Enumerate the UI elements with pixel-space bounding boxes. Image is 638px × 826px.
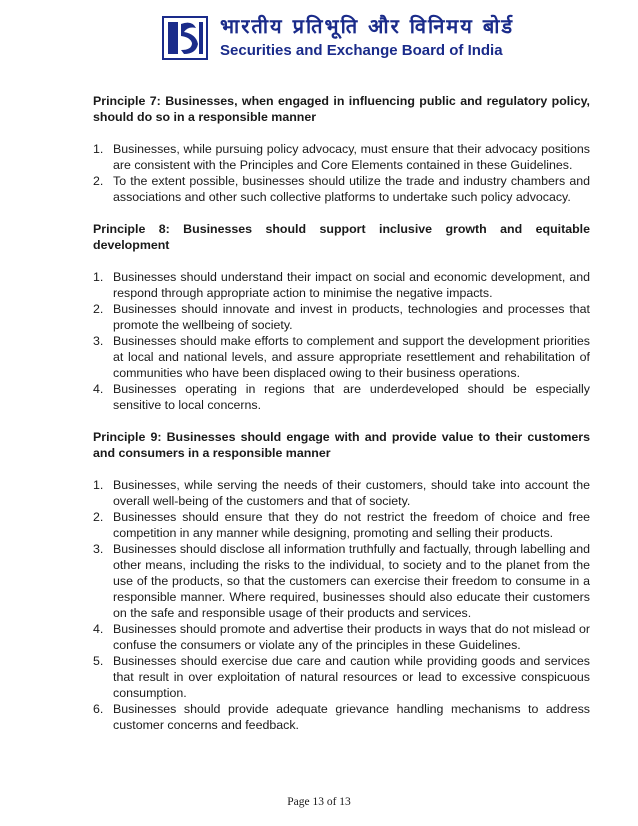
principle-9-heading: Principle 9: Businesses should engage with and provide value to their customers and consumers in a responsible manner bbox=[93, 430, 590, 460]
list-item: 1. Businesses should understand their impact on social and economic development, and respond through appropriate action to minimise the negative impacts. bbox=[93, 270, 590, 300]
principle-7-list bbox=[93, 141, 590, 205]
list-item: 2. Businesses should innovate and invest in products, technologies and processes that promote the wellbeing of society. bbox=[93, 302, 590, 332]
list-item: 3. Businesses should make efforts to complement and support the development priorities at local and national levels, and assure appropriate resettlement and rehabilitation of communities who have been displaced owing to their business operations. bbox=[93, 334, 590, 380]
list-item: 3. Businesses should disclose all information truthfully and factually, through labelling and other means, including the risks to the individual, to society and to the planet from the use of the products, so that the customers can exercise their freedom to consume in a responsible manner. Where required, businesses should also educate their customers on the safe and responsible usage of their products and services. bbox=[93, 542, 590, 620]
principle-7-heading: Principle 7: Businesses, when engaged in influencing public and regulatory policy, should do so in a responsible manner bbox=[93, 94, 590, 124]
english-title: Securities and Exchange Board of India bbox=[220, 42, 503, 59]
list-item: 1. Businesses, while pursuing policy advocacy, must ensure that their advocacy positions are consistent with the Principles and Core Elements contained in these Guidelines. bbox=[93, 142, 590, 172]
list-item: 6. Businesses should provide adequate grievance handling mechanisms to address customer concerns and feedback. bbox=[93, 702, 590, 732]
list-item: 4. Businesses operating in regions that are underdeveloped should be especially sensitive to local concerns. bbox=[93, 382, 590, 412]
sebi-logo-icon bbox=[162, 16, 208, 60]
principle-9-list bbox=[93, 477, 590, 733]
principle-8-heading-continued: development bbox=[93, 238, 170, 252]
list-item: 5. Businesses should exercise due care and caution while providing goods and services that result in over exploitation of natural resources or lead to excessive conspicuous consumption. bbox=[93, 654, 590, 700]
letterhead bbox=[162, 10, 542, 60]
list-item: 2. To the extent possible, businesses should utilize the trade and industry chambers and associations and other such collective platforms to undertake such policy advocacy. bbox=[93, 174, 590, 204]
list-item: 1. Businesses, while serving the needs of their customers, should take into account the overall well-being of the customers and that of society. bbox=[93, 478, 590, 508]
principle-8-heading: Principle 8: Businesses should support inclusive growth and equitable bbox=[93, 222, 590, 236]
list-item: 2. Businesses should ensure that they do not restrict the freedom of choice and free competition in any manner while designing, promoting and selling their products. bbox=[93, 510, 590, 540]
principle-8-list bbox=[93, 269, 590, 413]
list-item: 4. Businesses should promote and advertise their products in ways that do not mislead or confuse the consumers or violate any of the principles in these Guidelines. bbox=[93, 622, 590, 652]
hindi-title: भारतीय प्रतिभूति और विनिमय बोर्ड bbox=[220, 14, 515, 38]
page-number: Page 13 of 13 bbox=[287, 796, 351, 808]
document-body bbox=[93, 93, 590, 733]
